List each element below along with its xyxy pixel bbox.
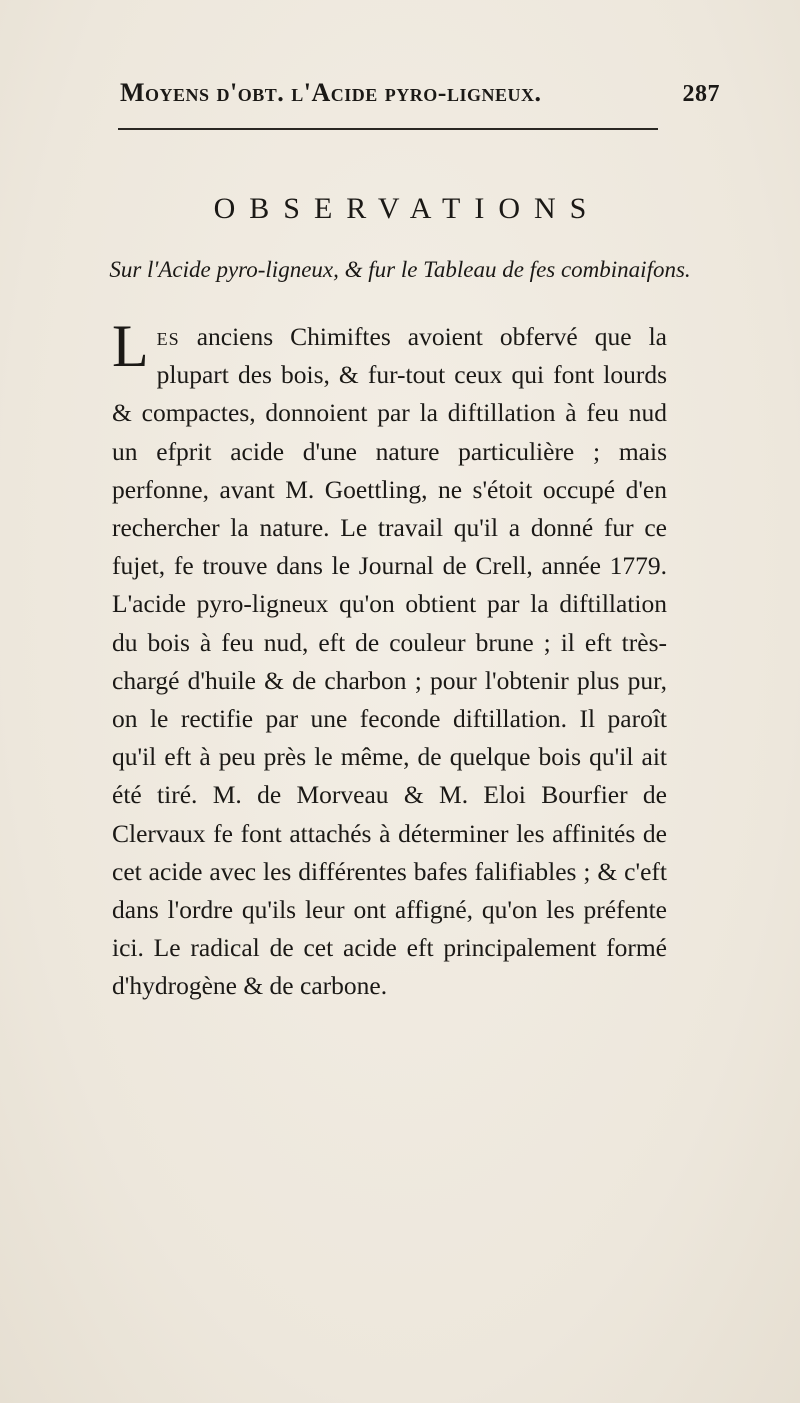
paragraph-text: anciens Chimiftes avoient obfervé que la plupart des bois, & fur-tout ceux qui font lourds & compactes, donnoient par la diftillation à feu nud un efprit acide d'une nature particulière ; mais perfonne, avant M. Goettling, ne s'étoit occupé d'en rechercher la nature. Le travail qu'il a donné fur ce fujet, fe trouve dans le Journal de Crell, année 1779. L'acide pyro-ligneux qu'on obtient par la diftillation du bois à feu nud, eft de couleur brune ; il eft très-chargé d'huile & de charbon ; pour l'obtenir plus pur, on le rectifie par une feconde diftillation. Il paroît qu'il eft à peu près le même, de quelque bois qu'il ait été tiré. M. de Morveau & M. Eloi Bourfier de Clervaux fe font attachés à déterminer les affinités de cet acide avec les différentes bafes falifiables ; & c'eft dans l'ordre qu'ils leur ont affigné, qu'on les préfente ici. Le radical de cet acide eft principalement formé d'hydrogène & de carbone. xyxy=(112,322,667,1001)
body-paragraph xyxy=(112,313,667,1006)
section-subtitle: Sur l'Acide pyro-ligneux, & fur le Tableau de fes combinaifons. xyxy=(109,257,691,282)
page-number: 287 xyxy=(682,81,720,107)
running-head xyxy=(120,78,720,108)
opening-words: es xyxy=(156,322,180,351)
running-head-title: Moyens d'obt. l'Acide pyro-ligneux. xyxy=(120,78,542,107)
section-heading: OBSERVATIONS xyxy=(213,192,601,225)
header-rule xyxy=(118,128,658,130)
drop-cap: L xyxy=(112,313,149,379)
